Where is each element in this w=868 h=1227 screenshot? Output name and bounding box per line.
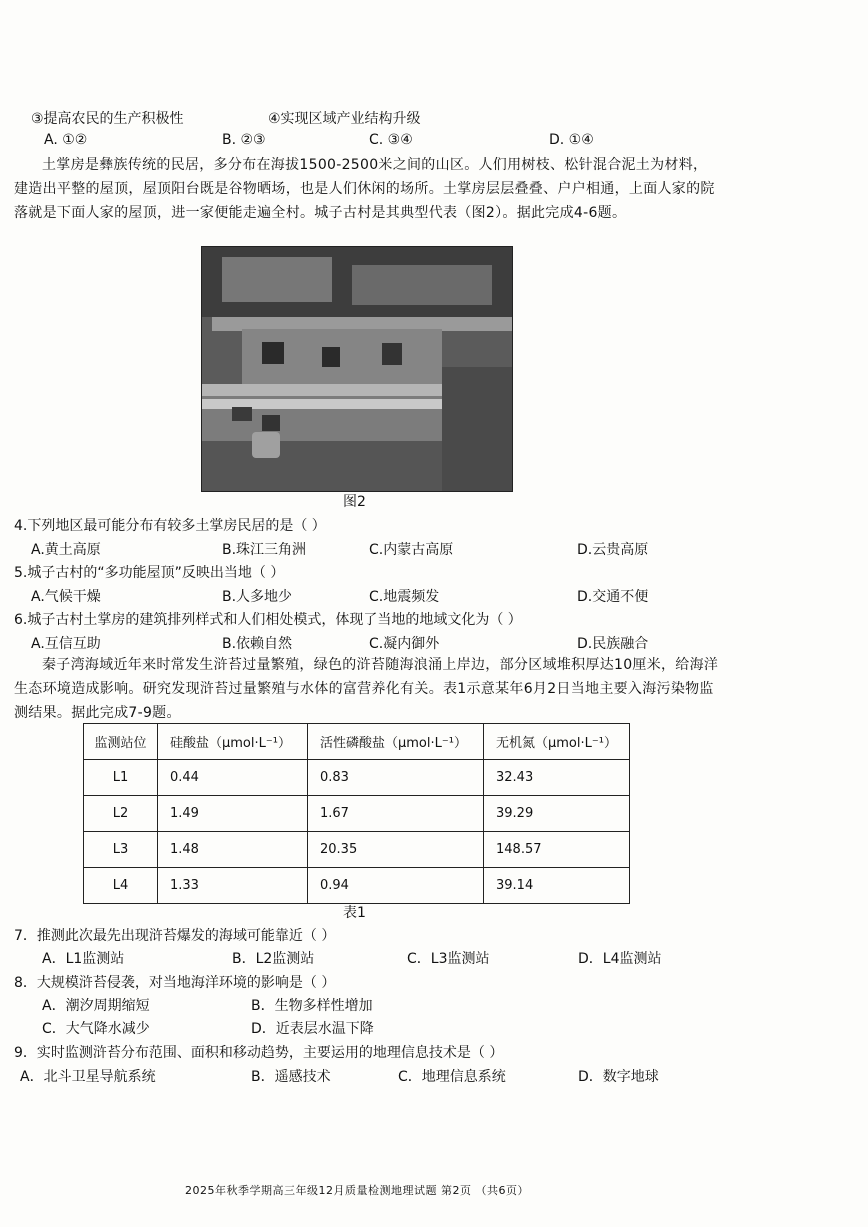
figure-2-caption: 图2: [343, 494, 366, 510]
q6-choice-d: D.民族融合: [577, 636, 649, 652]
question-3-choices: [0, 132, 868, 154]
nitrogen-cell: 39.29: [484, 796, 630, 832]
passage-tuzhangfang: 土掌房是彝族传统的民居，多分布在海拔1500-2500米之间的山区。人们用树枝、松针混合泥土为材料，建造出平整的屋顶，屋顶阳台既是谷物晒场，也是人们休闲的场所。土掌房层层叠叠、户户相通，上面人家的院落就是下面人家的屋顶，进一家便能走遍全村。城子古村是其典型代表（图2）。据此完成4-6题。: [14, 157, 715, 221]
q6-choice-c: C.凝内御外: [369, 636, 440, 652]
silicate-cell: 0.44: [158, 760, 308, 796]
nitrogen-cell: 32.43: [484, 760, 630, 796]
table-row: [84, 760, 630, 796]
question-4-stem: 4.下列地区最可能分布有较多土掌房民居的是（ ）: [14, 518, 326, 534]
q9-choice-c: C．地理信息系统: [398, 1069, 506, 1085]
table-1-caption: 表1: [343, 905, 366, 921]
table-row: [84, 796, 630, 832]
q7-choice-a: A．L1监测站: [42, 951, 125, 967]
station-cell: L2: [84, 796, 158, 832]
choice-c: C. ③④: [369, 132, 413, 148]
page-footer: 2025年秋季学期高三年级12月质量检测地理试题 第2页 （共6页）: [185, 1184, 529, 1197]
header-phosphate: 活性磷酸盐（μmol·L⁻¹）: [308, 724, 484, 760]
option-item-4: ④实现区域产业结构升级: [268, 111, 421, 127]
question-6-stem: 6.城子古村土掌房的建筑排列样式和人们相处模式，体现了当地的地域文化为（ ）: [14, 612, 522, 628]
q7-choice-c: C．L3监测站: [407, 951, 490, 967]
q9-choice-b: B．遥感技术: [251, 1069, 331, 1085]
q4-choice-b: B.珠江三角洲: [222, 542, 307, 558]
question-8-choices-row2: [0, 1018, 868, 1040]
choice-b: B. ②③: [222, 132, 266, 148]
question-6-choices: [0, 633, 868, 655]
nitrogen-cell: 148.57: [484, 832, 630, 868]
q8-choice-b: B．生物多样性增加: [251, 998, 373, 1014]
header-silicate: 硅酸盐（μmol·L⁻¹）: [158, 724, 308, 760]
q4-choice-d: D.云贵高原: [577, 542, 649, 558]
phosphate-cell: 0.94: [308, 868, 484, 904]
option-item-3: ③提高农民的生产积极性: [31, 111, 184, 127]
q8-choice-a: A．潮汐周期缩短: [42, 998, 150, 1014]
station-cell: L3: [84, 832, 158, 868]
q5-choice-b: B.人多地少: [222, 589, 293, 605]
q9-choice-a: A．北斗卫星导航系统: [20, 1069, 156, 1085]
q6-choice-a: A.互信互助: [31, 636, 101, 652]
q5-choice-a: A.气候干燥: [31, 589, 101, 605]
nitrogen-cell: 39.14: [484, 868, 630, 904]
header-nitrogen: 无机氮（μmol·L⁻¹）: [484, 724, 630, 760]
q5-choice-d: D.交通不便: [577, 589, 649, 605]
phosphate-cell: 0.83: [308, 760, 484, 796]
table-row: [84, 868, 630, 904]
silicate-cell: 1.49: [158, 796, 308, 832]
q8-choice-d: D．近表层水温下降: [251, 1021, 374, 1037]
q9-choice-d: D．数字地球: [578, 1069, 659, 1085]
choice-d: D. ①④: [549, 132, 594, 148]
phosphate-cell: 1.67: [308, 796, 484, 832]
question-7-stem: 7．推测此次最先出现浒苔爆发的海域可能靠近（ ）: [14, 928, 336, 944]
silicate-cell: 1.33: [158, 868, 308, 904]
q5-choice-c: C.地震频发: [369, 589, 440, 605]
station-cell: L1: [84, 760, 158, 796]
silicate-cell: 1.48: [158, 832, 308, 868]
choice-a: A. ①②: [44, 132, 88, 148]
question-8-stem: 8．大规模浒苔侵袭，对当地海洋环境的影响是（ ）: [14, 975, 336, 991]
station-cell: L4: [84, 868, 158, 904]
passage-hutai: 秦子湾海域近年来时常发生浒苔过量繁殖，绿色的浒苔随海浪涌上岸边，部分区域堆积厚达10厘米，给海洋生态环境造成影响。研究发现浒苔过量繁殖与水体的富营养化有关。表1示意某年6月2日当地主要入海污染物监测结果。据此完成7-9题。: [14, 657, 719, 721]
question-9-choices: [0, 1066, 868, 1088]
header-station: 监测站位: [84, 724, 158, 760]
table-row: [84, 832, 630, 868]
q6-choice-b: B.依赖自然: [222, 636, 293, 652]
q4-choice-c: C.内蒙古高原: [369, 542, 454, 558]
question-5-choices: [0, 586, 868, 608]
question-7-choices: [0, 948, 868, 970]
question-5-stem: 5.城子古村的“多功能屋顶”反映出当地（ ）: [14, 565, 285, 581]
question-8-choices-row1: [0, 995, 868, 1017]
question-9-stem: 9．实时监测浒苔分布范围、面积和移动趋势，主要运用的地理信息技术是（ ）: [14, 1045, 504, 1061]
table-header-row: [84, 724, 630, 760]
table-1: [83, 723, 630, 904]
question-4-choices: [0, 539, 868, 561]
figure-2-photo: [201, 246, 513, 492]
q4-choice-a: A.黄土高原: [31, 542, 101, 558]
q8-choice-c: C．大气降水减少: [42, 1021, 150, 1037]
q7-choice-d: D．L4监测站: [578, 951, 662, 967]
phosphate-cell: 20.35: [308, 832, 484, 868]
q7-choice-b: B．L2监测站: [232, 951, 315, 967]
